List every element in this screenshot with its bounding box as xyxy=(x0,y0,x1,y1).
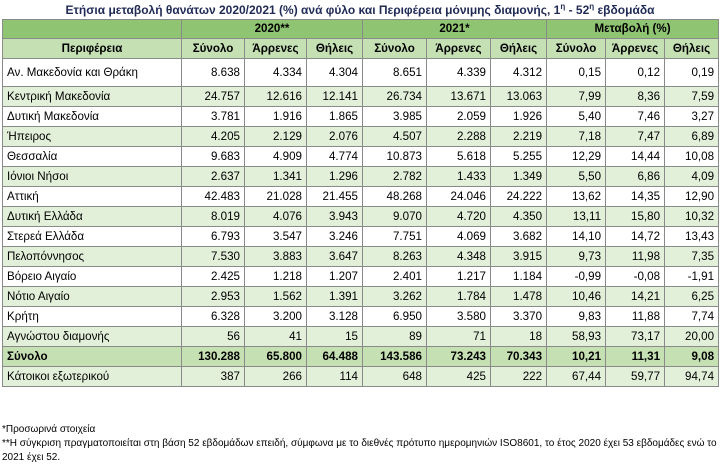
value-cell-mc: 14,72 xyxy=(606,227,665,247)
header-female-2020: Θήλεις xyxy=(307,39,363,59)
value-cell-m20: 21.028 xyxy=(245,187,307,207)
header-row-years xyxy=(3,20,719,39)
header-total-2021: Σύνολο xyxy=(363,39,427,59)
value-cell-f21: 18 xyxy=(491,327,547,347)
value-cell-t20: 387 xyxy=(182,367,245,387)
value-cell-fc: 6,89 xyxy=(665,127,719,147)
table-row xyxy=(3,267,719,287)
footnote-provisional: *Προσωρινά στοιχεία xyxy=(2,424,96,435)
value-cell-m21: 1.217 xyxy=(427,267,491,287)
value-cell-t20: 2.425 xyxy=(182,267,245,287)
value-cell-m21: 71 xyxy=(427,327,491,347)
value-cell-f21: 1.184 xyxy=(491,267,547,287)
value-cell-m21: 13.671 xyxy=(427,87,491,107)
value-cell-fc: 12,90 xyxy=(665,187,719,207)
header-blank xyxy=(3,20,182,39)
value-cell-tc: 67,44 xyxy=(547,367,606,387)
deaths-table xyxy=(2,19,719,387)
region-cell: Κεντρική Μακεδονία xyxy=(3,87,182,107)
value-cell-tc: 5,40 xyxy=(547,107,606,127)
value-cell-m20: 1.218 xyxy=(245,267,307,287)
value-cell-fc: 0,19 xyxy=(665,59,719,87)
value-cell-tc: 5,50 xyxy=(547,167,606,187)
region-cell: Θεσσαλία xyxy=(3,147,182,167)
value-cell-m21: 4.720 xyxy=(427,207,491,227)
value-cell-tc: 13,11 xyxy=(547,207,606,227)
value-cell-t21: 143.586 xyxy=(363,347,427,367)
header-2020: 2020** xyxy=(182,20,363,39)
value-cell-f21: 70.343 xyxy=(491,347,547,367)
value-cell-t21: 3.985 xyxy=(363,107,427,127)
value-cell-m21: 2.059 xyxy=(427,107,491,127)
value-cell-m21: 1.433 xyxy=(427,167,491,187)
header-female-2021: Θήλεις xyxy=(491,39,547,59)
value-cell-m21: 4.339 xyxy=(427,59,491,87)
table-row xyxy=(3,287,719,307)
value-cell-mc: 59,77 xyxy=(606,367,665,387)
value-cell-t20: 4.205 xyxy=(182,127,245,147)
value-cell-fc: 9,08 xyxy=(665,347,719,367)
value-cell-fc: 3,27 xyxy=(665,107,719,127)
value-cell-f21: 3.370 xyxy=(491,307,547,327)
value-cell-mc: 8,36 xyxy=(606,87,665,107)
region-cell: Δυτική Ελλάδα xyxy=(3,207,182,227)
value-cell-f21: 222 xyxy=(491,367,547,387)
value-cell-t20: 6.328 xyxy=(182,307,245,327)
value-cell-f20: 3.128 xyxy=(307,307,363,327)
value-cell-f21: 4.312 xyxy=(491,59,547,87)
value-cell-m21: 425 xyxy=(427,367,491,387)
value-cell-t21: 8.651 xyxy=(363,59,427,87)
value-cell-tc: 58,93 xyxy=(547,327,606,347)
value-cell-m21: 24.046 xyxy=(427,187,491,207)
region-cell: Αττική xyxy=(3,187,182,207)
value-cell-mc: 7,46 xyxy=(606,107,665,127)
header-male-2020: Άρρενες xyxy=(245,39,307,59)
value-cell-t21: 4.507 xyxy=(363,127,427,147)
table-row xyxy=(3,167,719,187)
value-cell-t21: 89 xyxy=(363,327,427,347)
value-cell-f20: 1.207 xyxy=(307,267,363,287)
value-cell-t20: 8.019 xyxy=(182,207,245,227)
header-2021: 2021* xyxy=(363,20,547,39)
region-cell: Νότιο Αιγαίο xyxy=(3,287,182,307)
value-cell-m20: 3.883 xyxy=(245,247,307,267)
value-cell-f20: 4.304 xyxy=(307,59,363,87)
region-cell: Αν. Μακεδονία και Θράκη xyxy=(3,59,182,87)
value-cell-f20: 2.076 xyxy=(307,127,363,147)
value-cell-f20: 3.647 xyxy=(307,247,363,267)
value-cell-f21: 3.915 xyxy=(491,247,547,267)
value-cell-f20: 15 xyxy=(307,327,363,347)
value-cell-m20: 65.800 xyxy=(245,347,307,367)
value-cell-tc: 10,21 xyxy=(547,347,606,367)
value-cell-m20: 1.341 xyxy=(245,167,307,187)
region-cell: Κάτοικοι εξωτερικού xyxy=(3,367,182,387)
value-cell-t20: 24.757 xyxy=(182,87,245,107)
value-cell-m21: 5.618 xyxy=(427,147,491,167)
value-cell-f21: 3.682 xyxy=(491,227,547,247)
value-cell-f20: 1.391 xyxy=(307,287,363,307)
region-cell: Στερεά Ελλάδα xyxy=(3,227,182,247)
value-cell-mc: 14,21 xyxy=(606,287,665,307)
value-cell-tc: -0,99 xyxy=(547,267,606,287)
value-cell-t20: 2.953 xyxy=(182,287,245,307)
total-row xyxy=(3,347,719,367)
value-cell-m20: 4.909 xyxy=(245,147,307,167)
region-cell: Κρήτη xyxy=(3,307,182,327)
value-cell-m20: 12.616 xyxy=(245,87,307,107)
value-cell-f21: 24.222 xyxy=(491,187,547,207)
value-cell-f20: 1.865 xyxy=(307,107,363,127)
value-cell-t20: 6.793 xyxy=(182,227,245,247)
value-cell-t21: 10.873 xyxy=(363,147,427,167)
value-cell-m20: 4.076 xyxy=(245,207,307,227)
value-cell-m21: 73.243 xyxy=(427,347,491,367)
value-cell-m21: 4.348 xyxy=(427,247,491,267)
table-title: Ετήσια μεταβολή θανάτων 2020/2021 (%) ανά φύλο και Περιφέρεια μόνιμης διαμονής, $1^\eta - 52^\eta$ εβδομάδα xyxy=(65,2,655,17)
value-cell-tc: 14,10 xyxy=(547,227,606,247)
value-cell-t20: 9.683 xyxy=(182,147,245,167)
value-cell-t21: 2.782 xyxy=(363,167,427,187)
region-cell: Ιόνιοι Νήσοι xyxy=(3,167,182,187)
value-cell-f20: 3.246 xyxy=(307,227,363,247)
table-row xyxy=(3,59,719,87)
value-cell-fc: 10,32 xyxy=(665,207,719,227)
value-cell-t20: 2.637 xyxy=(182,167,245,187)
table-row xyxy=(3,207,719,227)
value-cell-t21: 2.401 xyxy=(363,267,427,287)
table-row xyxy=(3,327,719,347)
value-cell-t21: 26.734 xyxy=(363,87,427,107)
value-cell-fc: 6,25 xyxy=(665,287,719,307)
value-cell-t21: 648 xyxy=(363,367,427,387)
value-cell-f20: 12.141 xyxy=(307,87,363,107)
value-cell-fc: 7,74 xyxy=(665,307,719,327)
value-cell-fc: -1,91 xyxy=(665,267,719,287)
header-row-columns xyxy=(3,39,719,59)
value-cell-tc: 9,83 xyxy=(547,307,606,327)
region-cell: Σύνολο xyxy=(3,347,182,367)
value-cell-mc: 11,98 xyxy=(606,247,665,267)
value-cell-m21: 3.580 xyxy=(427,307,491,327)
value-cell-tc: 7,99 xyxy=(547,87,606,107)
table-row xyxy=(3,227,719,247)
value-cell-t20: 56 xyxy=(182,327,245,347)
value-cell-mc: 14,35 xyxy=(606,187,665,207)
value-cell-mc: 73,17 xyxy=(606,327,665,347)
value-cell-mc: 11,88 xyxy=(606,307,665,327)
value-cell-t21: 9.070 xyxy=(363,207,427,227)
value-cell-m21: 2.288 xyxy=(427,127,491,147)
value-cell-m20: 2.129 xyxy=(245,127,307,147)
table-row xyxy=(3,107,719,127)
value-cell-fc: 4,09 xyxy=(665,167,719,187)
value-cell-m20: 4.334 xyxy=(245,59,307,87)
table-row xyxy=(3,127,719,147)
value-cell-t20: 3.781 xyxy=(182,107,245,127)
region-cell: Βόρειο Αιγαίο xyxy=(3,267,182,287)
value-cell-t21: 8.263 xyxy=(363,247,427,267)
value-cell-m20: 1.562 xyxy=(245,287,307,307)
value-cell-f20: 3.943 xyxy=(307,207,363,227)
value-cell-fc: 13,43 xyxy=(665,227,719,247)
value-cell-t21: 48.268 xyxy=(363,187,427,207)
table-row xyxy=(3,307,719,327)
table-row xyxy=(3,87,719,107)
footnote-iso-weeks: **Η σύγκριση πραγματοποιείται στη βάση 52 εβδομάδων επειδή, σύμφωνα με το διεθνές πρότυπο ημερομηνιών ISO8601, το έτος 2020 έχει 53 εβδομάδες ενώ το 2021 έχει 52. xyxy=(2,438,717,463)
value-cell-fc: 7,59 xyxy=(665,87,719,107)
header-female-change: Θήλεις xyxy=(665,39,719,59)
region-cell: Ήπειρος xyxy=(3,127,182,147)
value-cell-f21: 1.926 xyxy=(491,107,547,127)
value-cell-mc: 14,44 xyxy=(606,147,665,167)
value-cell-f21: 4.350 xyxy=(491,207,547,227)
value-cell-f21: 13.063 xyxy=(491,87,547,107)
value-cell-mc: 11,31 xyxy=(606,347,665,367)
value-cell-f20: 1.296 xyxy=(307,167,363,187)
value-cell-f20: 21.455 xyxy=(307,187,363,207)
table-row xyxy=(3,367,719,387)
value-cell-t20: 7.530 xyxy=(182,247,245,267)
value-cell-tc: 12,29 xyxy=(547,147,606,167)
value-cell-m21: 1.784 xyxy=(427,287,491,307)
value-cell-mc: 6,86 xyxy=(606,167,665,187)
region-cell: Πελοπόννησος xyxy=(3,247,182,267)
value-cell-mc: 7,47 xyxy=(606,127,665,147)
value-cell-f21: 2.219 xyxy=(491,127,547,147)
value-cell-m20: 3.200 xyxy=(245,307,307,327)
value-cell-mc: -0,08 xyxy=(606,267,665,287)
footnotes xyxy=(2,423,718,465)
value-cell-fc: 10,08 xyxy=(665,147,719,167)
value-cell-tc: 0,15 xyxy=(547,59,606,87)
value-cell-fc: 94,74 xyxy=(665,367,719,387)
header-male-2021: Άρρενες xyxy=(427,39,491,59)
value-cell-f20: 4.774 xyxy=(307,147,363,167)
table-row xyxy=(3,247,719,267)
value-cell-f20: 64.488 xyxy=(307,347,363,367)
region-cell: Αγνώστου διαμονής xyxy=(3,327,182,347)
value-cell-f21: 1.478 xyxy=(491,287,547,307)
value-cell-t20: 42.483 xyxy=(182,187,245,207)
value-cell-fc: 20,00 xyxy=(665,327,719,347)
value-cell-t20: 8.638 xyxy=(182,59,245,87)
value-cell-f21: 5.255 xyxy=(491,147,547,167)
value-cell-mc: 0,12 xyxy=(606,59,665,87)
value-cell-m20: 3.547 xyxy=(245,227,307,247)
value-cell-tc: 13,62 xyxy=(547,187,606,207)
value-cell-tc: 9,73 xyxy=(547,247,606,267)
region-cell: Δυτική Μακεδονία xyxy=(3,107,182,127)
header-total-change: Σύνολο xyxy=(547,39,606,59)
table-row xyxy=(3,187,719,207)
value-cell-t21: 3.262 xyxy=(363,287,427,307)
header-region: Περιφέρεια xyxy=(3,39,182,59)
value-cell-f20: 114 xyxy=(307,367,363,387)
value-cell-t20: 130.288 xyxy=(182,347,245,367)
value-cell-mc: 15,80 xyxy=(606,207,665,227)
value-cell-t21: 7.751 xyxy=(363,227,427,247)
value-cell-t21: 6.950 xyxy=(363,307,427,327)
header-change: Μεταβολή (%) xyxy=(547,20,719,39)
value-cell-m20: 1.916 xyxy=(245,107,307,127)
value-cell-m21: 4.069 xyxy=(427,227,491,247)
header-male-change: Άρρενες xyxy=(606,39,665,59)
value-cell-fc: 7,35 xyxy=(665,247,719,267)
value-cell-m20: 41 xyxy=(245,327,307,347)
header-total-2020: Σύνολο xyxy=(182,39,245,59)
value-cell-tc: 7,18 xyxy=(547,127,606,147)
value-cell-f21: 1.349 xyxy=(491,167,547,187)
table-row xyxy=(3,147,719,167)
value-cell-tc: 10,46 xyxy=(547,287,606,307)
value-cell-m20: 266 xyxy=(245,367,307,387)
